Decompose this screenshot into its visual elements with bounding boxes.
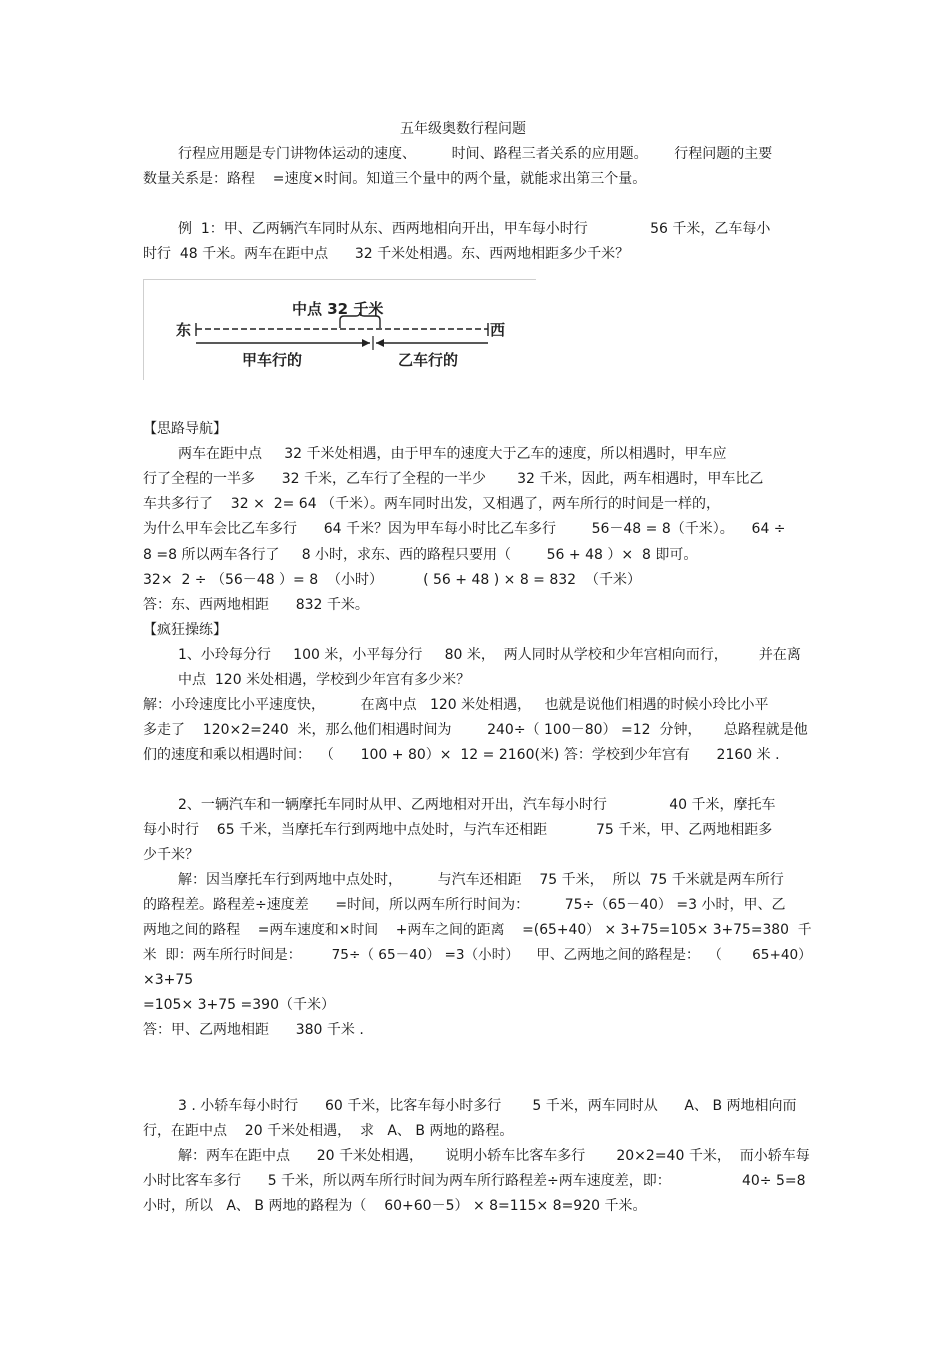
- midpoint-label: 中点 32 千米: [292, 300, 384, 318]
- problem-line: 行，在距中点 20 千米处相遇， 求 A、 B 两地的路程。: [143, 1123, 514, 1139]
- intro-line: 数量关系是：路程 =速度×时间。知道三个量中的两个量，就能求出第三个量。: [143, 171, 647, 187]
- think-answer: 答：东、西两地相距 832 千米。: [143, 597, 369, 613]
- meeting-diagram: [143, 279, 536, 380]
- think-line: 行了全程的一半多 32 千米，乙车行了全程的一半少 32 千米，因此，两车相遇时，甲车比乙: [143, 471, 764, 487]
- think-line: 两车在距中点 32 千米处相遇，由于甲车的速度大于乙车的速度，所以相遇时，甲车应: [178, 446, 727, 462]
- solution-line: 两地之间的路程 =两车速度和×时间 +两车之间的距离 =(65+40） × 3+75=105× 3+75=380 千: [143, 922, 812, 938]
- section-heading: 【思路导航】: [143, 421, 227, 437]
- car-a-arrow: [362, 339, 370, 347]
- problem-line: 3 . 小轿车每小时行 60 千米，比客车每小时多行 5 千米，两车同时从 A、 B 两地相向而: [178, 1098, 797, 1114]
- think-line: 8 =8 所以两车各行了 8 小时，求东、西的路程只要用（ 56 + 48 ）× 8 即可。: [143, 547, 698, 563]
- solution-line: 的路程差。路程差÷速度差 =时间，所以两车所行时间为： 75÷（65－40） =3 小时，甲、乙: [143, 897, 786, 913]
- west-label: 西: [490, 321, 506, 339]
- problem-line: 每小时行 65 千米，当摩托车行到两地中点处时，与汽车还相距 75 千米，甲、乙两地相距多: [143, 822, 773, 838]
- document-title: 五年级奥数行程问题: [400, 121, 526, 137]
- think-line: 车共多行了 32 × 2= 64 （千米）。两车同时出发，又相遇了，两车所行的时间是一样的，: [143, 496, 721, 512]
- think-line: 为什么甲车会比乙车多行 64 千米？因为甲车每小时比乙车多行 56－48 = 8（千米）。 64 ÷: [143, 521, 786, 537]
- solution-line: 米 即：两车所行时间是： 75÷（ 65－40） =3（小时） 甲、乙两地之间的路程是： （ 65+40）: [143, 947, 812, 963]
- solution-line: 多走了 120×2=240 米，那么他们相遇时间为 240÷（ 100－80） =12 分钟， 总路程就是他: [143, 722, 808, 738]
- example-line: 例 1：甲、乙两辆汽车同时从东、西两地相向开出，甲车每小时行 56 千米，乙车每小: [178, 221, 771, 237]
- solution-line: 小时，所以 A、 B 两地的路程为（ 60+60－5） × 8=115× 8=920 千米。: [143, 1198, 647, 1214]
- car-a-label: 甲车行的: [242, 351, 303, 369]
- intro-line: 行程应用题是专门讲物体运动的速度、 时间、路程三者关系的应用题。 行程问题的主要: [178, 146, 773, 162]
- problem-line: 2、一辆汽车和一辆摩托车同时从甲、乙两地相对开出，汽车每小时行 40 千米，摩托车: [178, 797, 776, 813]
- solution-answer: 答：甲、乙两地相距 380 千米 .: [143, 1022, 364, 1038]
- solution-line: 小时比客车多行 5 千米，所以两车所行时间为两车所行路程差÷两车速度差，即： 40÷ 5=8: [143, 1173, 806, 1189]
- problem-line: 1、小玲每分行 100 米，小平每分行 80 米， 两人同时从学校和少年宫相向而行， 并在离: [178, 647, 801, 663]
- car-b-arrow: [376, 339, 384, 347]
- think-line: 32× 2 ÷ （56－48 ）= 8 （小时） ( 56 + 48 ) × 8 = 832 （千米）: [143, 572, 641, 588]
- solution-line: ×3+75: [143, 972, 194, 988]
- solution-line: =105× 3+75 =390（千米）: [143, 997, 335, 1013]
- solution-line: 解：因当摩托车行到两地中点处时， 与汽车还相距 75 千米， 所以 75 千米就是两车所行: [178, 872, 784, 888]
- problem-line: 少千米？: [143, 847, 199, 863]
- solution-line: 解：小玲速度比小平速度快， 在离中点 120 米处相遇， 也就是说他们相遇的时候小玲比小平: [143, 697, 769, 713]
- solution-line: 解：两车在距中点 20 千米处相遇， 说明小轿车比客车多行 20×2=40 千米， 而小轿车每: [178, 1148, 810, 1164]
- east-label: 东: [176, 321, 192, 339]
- car-b-label: 乙车行的: [398, 351, 459, 369]
- problem-line: 中点 120 米处相遇，学校到少年宫有多少米？: [178, 672, 471, 688]
- example-line: 时行 48 千米。两车在距中点 32 千米处相遇。东、西两地相距多少千米？: [143, 246, 630, 262]
- solution-line: 们的速度和乘以相遇时间： （ 100 + 80）× 12 = 2160(米) 答：学校到少年宫有 2160 米 .: [143, 747, 780, 763]
- section-heading: 【疯狂操练】: [143, 622, 227, 638]
